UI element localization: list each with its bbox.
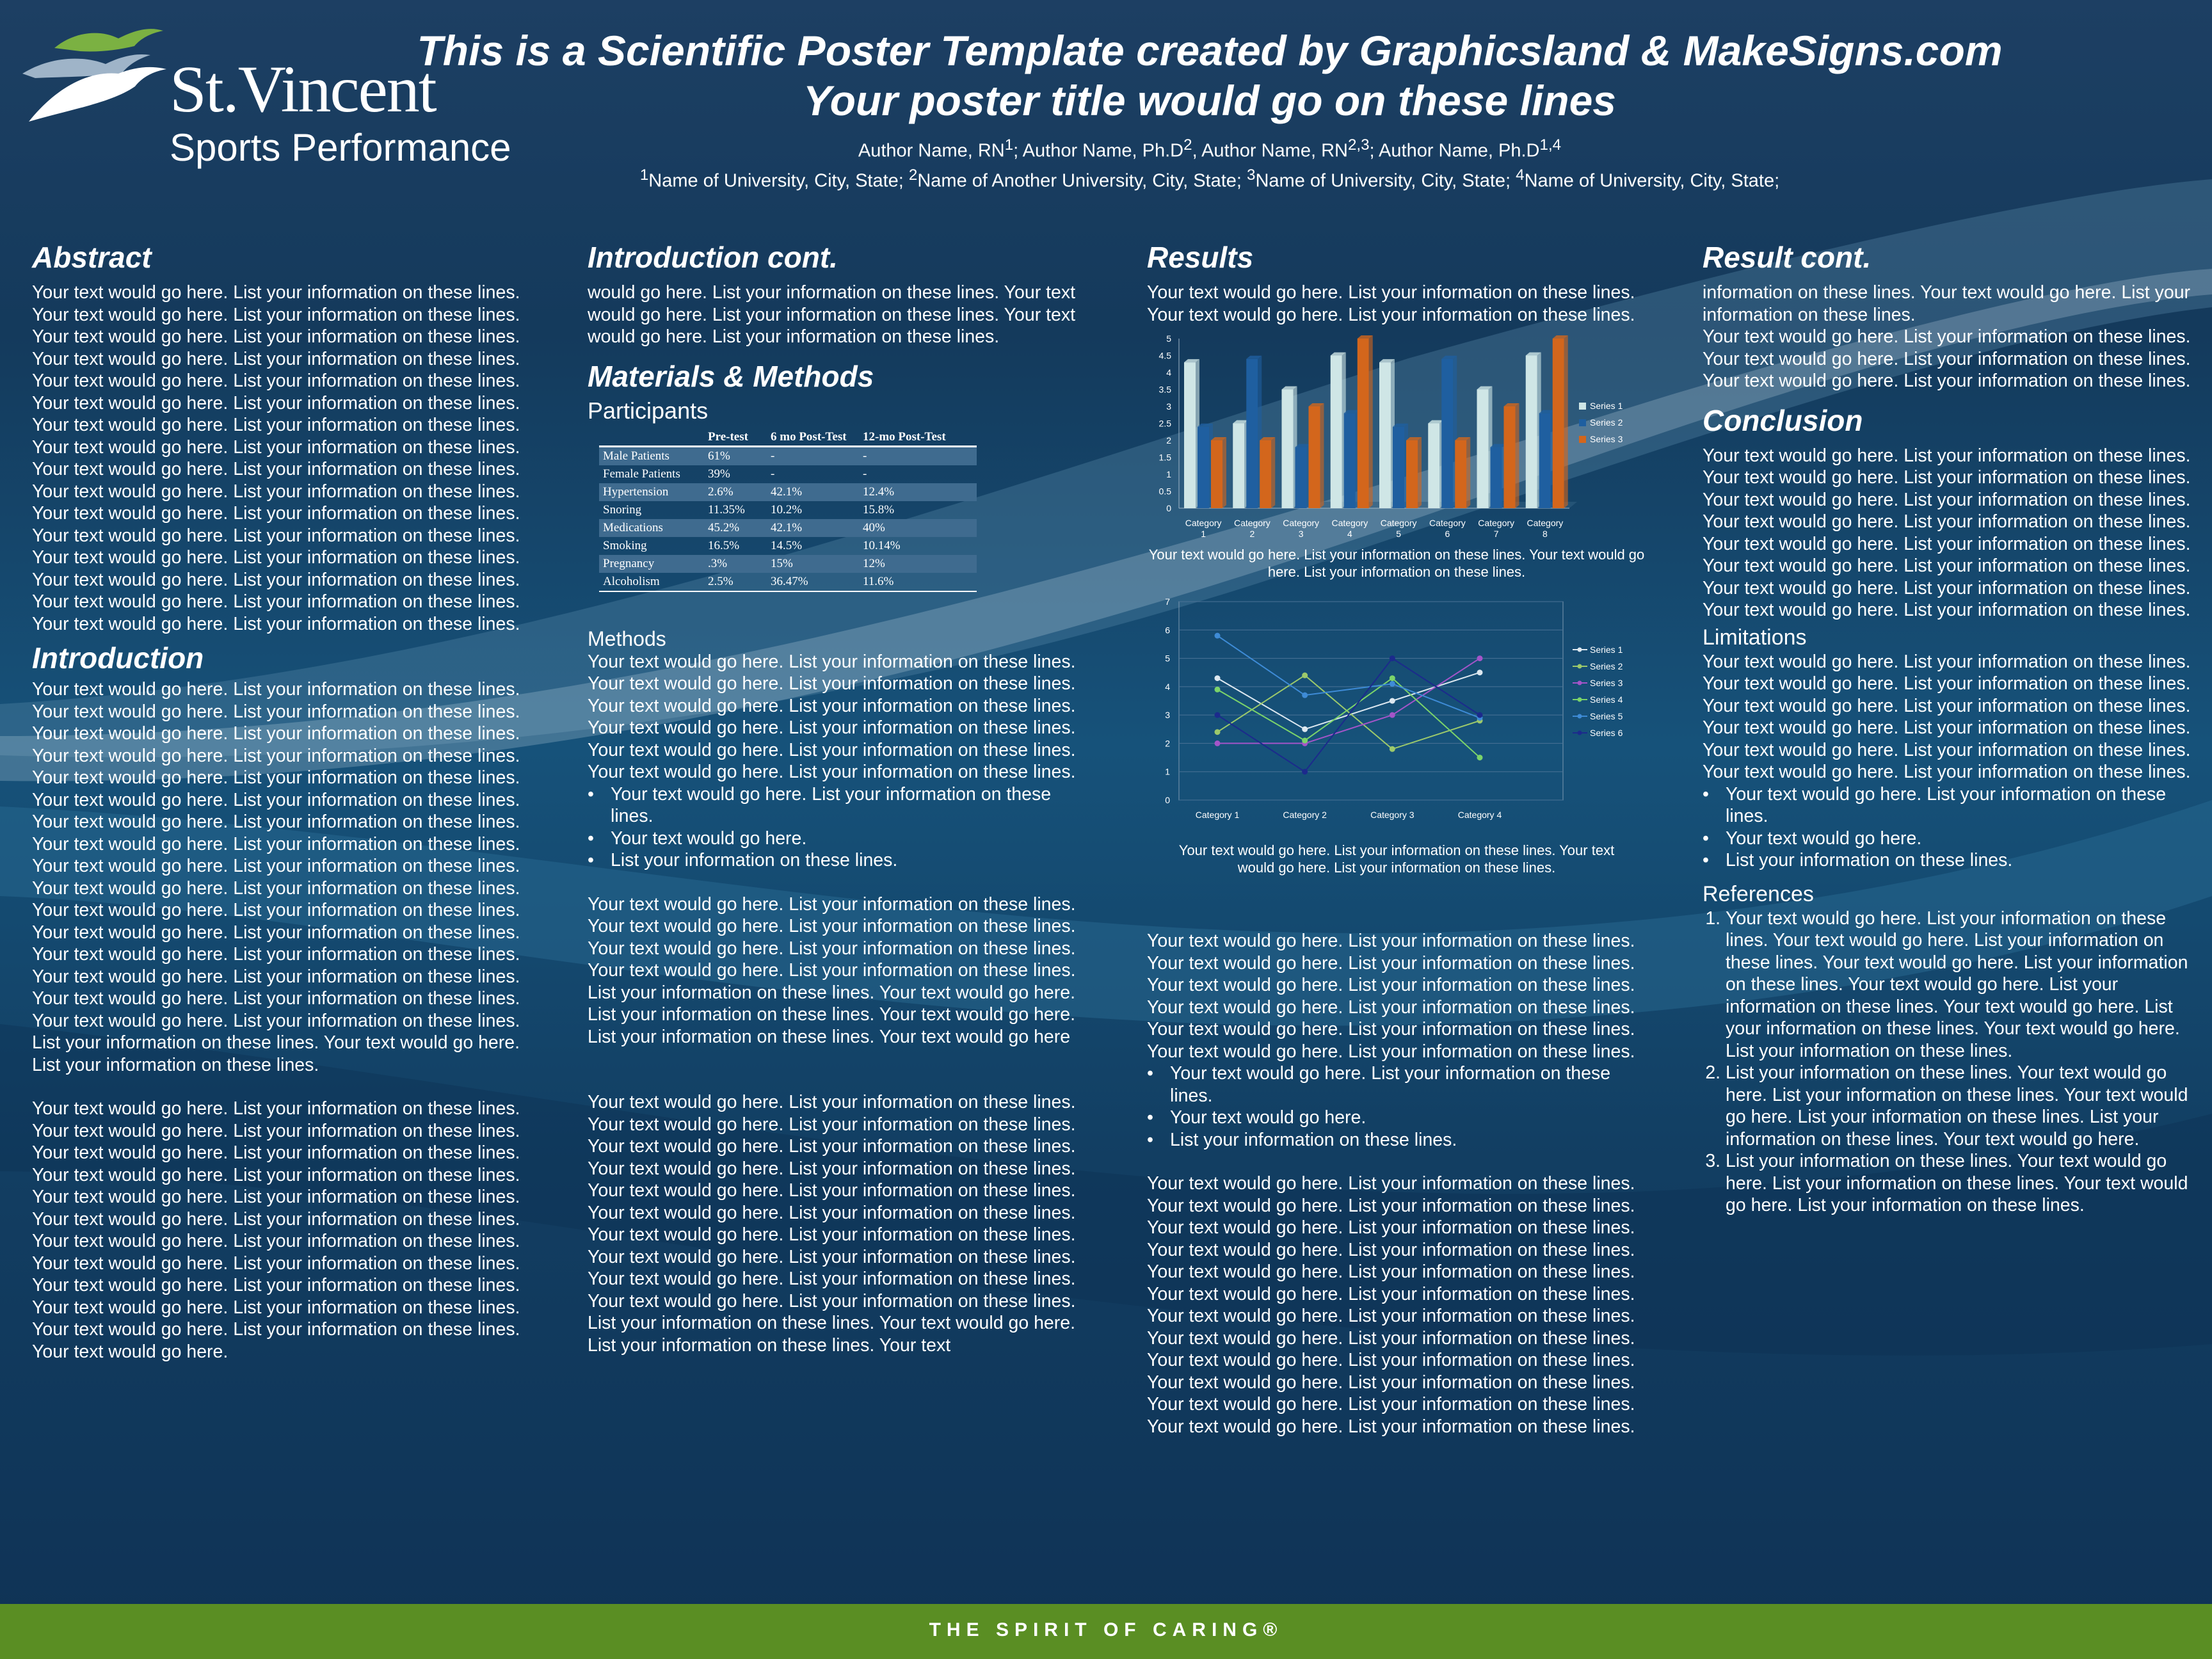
legend-marker [1578,648,1582,652]
data-point [1390,698,1395,704]
data-point [1302,738,1308,744]
data-point [1390,746,1395,752]
bar [1477,390,1489,509]
series-line [1217,636,1480,717]
methods-paragraph: Your text would go here. List your information on these lines. Your text would go here. List your information on these lines. Your text would go here. List your information on these lines. Your text would go here. List your information on these lines. List your information on these lines. Your text would go here. List your information on these lines. Your text [588,1224,1076,1356]
limitations-bullet-list [1703,783,2202,872]
x-tick-label: 7 [1493,529,1499,539]
abstract-paragraph: Your text would go here. List your information on these lines. Your text would go here. List your information on these lines. Your text would go here. List your information on these lines. Your text would go here. List your information on these lines. [32,459,520,546]
y-tick-label: 0.5 [1158,486,1171,497]
y-tick-label: 2 [1165,738,1170,749]
bar [1331,356,1342,509]
logo-name: St.Vincent [170,52,436,126]
result-cont-paragraph: Your text would go here. List your information on these lines. Your text would go here. List your information on these lines. Your text would go here. List your information on these lines. [1703,326,2191,391]
list-item: • Your text would go here. [611,828,1087,850]
bar [1504,406,1516,508]
bar [1406,440,1418,508]
y-tick-label: 1 [1165,766,1170,777]
introduction-paragraph: Your text would go here. List your information on these lines. Your text would go here. List your information on these lines. Your text would go here. List your information on these lines. Your text would go here. List your information on these lines. Your text would go here. List your information on these lines. Your text would go here. List your information on these lines. Your text would go here. List your information on these lines. Your text would go here. List your information on these lines. [32,1098,520,1274]
results-heading: Results [1147,241,1254,274]
dove-logo-icon [16,13,176,122]
data-point [1477,655,1483,661]
bar [1295,447,1307,508]
column-1 [32,237,531,1363]
legend-marker [1578,681,1582,685]
x-tick-label: Category [1233,518,1270,528]
list-item: • Your text would go here. [1170,1107,1646,1129]
methods-heading: Materials & Methods [588,359,874,393]
bar [1246,359,1258,508]
legend-swatch [1579,419,1586,426]
series-line [1217,673,1480,730]
footer-bar [0,1604,2212,1659]
y-tick-label: 1 [1166,469,1171,479]
table-row: Male Patients 61% - - [599,446,977,465]
results-paragraph: Your text would go here. List your information on these lines. Your text would go here. List your information on these lines. Your text would go here. List your information on these lines. Your text would go here. List your information on these lines. Your text would go here. List your information on these lines. Your text would go here. List your information on these lines. Your text would go here. List your information on these lines. Your text would go here. List your information on these lines. [1147,1173,1635,1349]
author-list: Author Name, $RN^1$; Author Name, $Ph.D^2$, Author Name, RN$^{2,3}$; Author Name, $Ph.D^{1,4}$ [858,136,1562,161]
legend-swatch [1579,436,1586,443]
table-row: Female Patients 39% - - [603,467,867,481]
y-tick-label: 4 [1165,681,1170,692]
y-tick-label: 3 [1166,401,1171,412]
x-tick-label: 2 [1249,529,1255,539]
poster-title-line1: This is a Scientific Poster Template created by Graphicsland & MakeSigns.com [417,27,2003,74]
x-tick-label: 8 [1542,529,1548,539]
legend-label: Series 4 [1590,694,1623,705]
legend-swatch [1579,403,1586,410]
column-2 [588,237,1087,1356]
legend-marker [1578,714,1582,719]
y-tick-label: 4 [1166,367,1171,378]
bar [1198,427,1209,508]
legend-label: Series 5 [1590,711,1623,721]
data-point [1477,755,1483,760]
table-row: Hypertension 2.6% 42.1% 12.4% [599,483,977,501]
bar [1260,440,1271,508]
results-line-chart [1147,586,1646,842]
introduction-paragraph: Your text would go here. List your information on these lines. Your text would go here. List your information on these lines. Your text would go here. List your information on these lines. Your text would go here. List your information on these lines. [32,856,520,943]
y-tick-label: 3 [1165,710,1170,721]
data-point [1390,681,1395,687]
legend-label: Series 2 [1590,417,1623,428]
bar [1309,406,1320,508]
x-tick-label: Category 3 [1370,810,1415,820]
reference-item: 3. List your information on these lines. Your text would go here. List your information on these lines. Your text would go here. List your information on these lines. [1726,1150,2202,1217]
introduction-paragraph: Your text would go here. List your information on these lines. Your text would go here. List your information on these lines. Your text would go here. List your information on these lines. Your text would go here. List your information on these lines. List your information on these lines. Your text would go here. List your information on these lines. [32,944,520,1075]
list-item: • List your information on these lines. [611,849,1087,872]
x-tick-label: Category [1380,518,1417,528]
y-tick-label: 7 [1165,597,1170,607]
x-tick-label: Category [1283,518,1320,528]
chart-caption: Your text would go here. List your information on these lines. Your text would go here. List your information on these lines. [1178,842,1615,876]
results-bar-chart [1147,326,1646,543]
table-row: Medications 45.2% 42.1% 40% [599,519,977,537]
bar [1344,413,1356,508]
methods-bullet-list [588,783,1087,872]
data-point [1215,687,1221,693]
limitations-paragraph: Your text would go here. List your information on these lines. Your text would go here. List your information on these lines. Your text would go here. List your information on these lines. Your text would go here. List your information on these lines. Your text would go here. List your information on these lines. Your text would go here. List your information on these lines. [1703,651,2191,782]
introduction-paragraph: Your text would go here. List your information on these lines. Your text would go here. List your information on these lines. Your text would go here. List your information on these lines. Your text would go here. List your information on these lines. Your text would go here. List your information on these lines. Your text would go here. List your information on these lines. Your text would go here. List your information on these lines. Your text would go here. List your information on these lines. [32,679,520,854]
abstract-paragraph: Your text would go here. List your information on these lines. Your text would go here. List your information on these lines. Your text would go here. List your information on these lines. Your text would go here. List your information on these lines. Your text would go here. List your information on these lines. Your text would go here. List your information on these lines. Your text would go here. List your information on these lines. Your text would go here. List your information on these lines. [32,282,520,458]
poster-header [0,0,2212,218]
list-item: • List your information on these lines. [1726,849,2202,872]
methods-paragraph: Your text would go here. List your information on these lines. Your text would go here. List your information on these lines. Your text would go here. List your information on these lines. Your text would go here. List your information on these lines. [588,1136,1076,1223]
data-point [1215,712,1221,718]
data-point [1302,769,1308,774]
data-point [1390,675,1395,681]
data-point [1215,675,1221,681]
bar-side [1320,403,1324,508]
x-tick-label: 6 [1445,529,1450,539]
bar [1211,440,1222,508]
data-point [1302,693,1308,698]
y-tick-label: 5 [1165,653,1170,664]
bar [1428,424,1439,509]
y-tick-label: 3.5 [1158,384,1171,395]
intro-cont-paragraph: would go here. List your information on these lines. Your text would go here. List your information on these lines. Your text would go here. List your information on these lines. [588,282,1076,347]
x-tick-label: Category [1185,518,1222,528]
list-item: • Your text would go here. List your information on these lines. [1726,783,2202,828]
bar-side [1466,437,1470,508]
results-bullet-list [1147,1062,1646,1151]
data-point [1390,655,1395,661]
abstract-paragraph: Your text would go here. List your information on these lines. Your text would go here. List your information on these lines. Your text would go here. List your information on these lines. Your text would go here. List your information on these lines. [32,547,520,634]
legend-label: Series 6 [1590,728,1623,738]
table-row: Smoking 16.5% 14.5% 10.14% [603,538,901,552]
logo-subtitle: Sports Performance [170,126,511,169]
bar [1233,424,1244,509]
table-header-row: Pre-test 6 mo Post-Test 12-mo Post-Test [599,429,977,447]
chart-caption: Your text would go here. List your information on these lines. Your text would go here. List your information on these lines. [1148,547,1645,580]
data-point [1215,633,1221,639]
list-item: • List your information on these lines. [1170,1129,1646,1151]
bar-side [1516,403,1519,508]
poster-title-line2: Your poster title would go on these lines [803,77,1616,124]
introduction-heading: Introduction [32,641,204,675]
results-paragraph: Your text would go here. List your information on these lines. Your text would go here. List your information on these lines. Your text would go here. List your information on these lines. Your text would go here. List your information on these lines. [1147,1350,1635,1437]
list-item: • Your text would go here. List your information on these lines. [611,783,1087,828]
y-tick-label: 0 [1165,795,1170,805]
bar-side [1271,437,1275,508]
results-paragraph: Your text would go here. List your information on these lines. Your text would go here. List your information on these lines. Your text would go here. List your information on these lines. Your text would go here. List your information on these lines. Your text would go here. List your information on these lines. Your text would go here. List your information on these lines. [1147,931,1635,1062]
x-tick-label: 5 [1396,529,1402,539]
x-tick-label: Category 2 [1283,810,1327,820]
y-tick-label: 0 [1166,503,1171,513]
data-point [1302,673,1308,678]
reference-item: 2. List your information on these lines. Your text would go here. List your information on these lines. Your text would go here. List your information on these lines. List your information on these lines. Your text would go here. [1726,1062,2202,1150]
table-row: Pregnancy .3% 15% 12% [599,555,977,573]
bar-side [1418,437,1422,508]
bar [1526,356,1537,509]
data-point [1215,741,1221,746]
y-tick-label: 6 [1165,625,1170,636]
column-3 [1147,237,1646,1438]
legend-marker [1578,664,1582,669]
table-row: Alcoholism 2.5% 36.47% 11.6% [599,573,977,591]
footer-tagline: THE SPIRIT OF CARING® [929,1619,1283,1640]
legend-marker [1578,731,1582,735]
legend-label: Series 1 [1590,645,1623,655]
results-paragraph: Your text would go here. List your information on these lines. Your text would go here. List your information on these lines. [1147,282,1635,325]
x-tick-label: Category [1527,518,1564,528]
bar [1184,362,1196,508]
introduction-paragraph: Your text would go here. List your information on these lines. Your text would go here. List your information on these lines. Your text would go here. List your information on these lines. Your text would go here. [32,1275,520,1362]
bar-side [1564,335,1568,508]
x-tick-label: Category [1429,518,1466,528]
list-item: • Your text would go here. List your information on these lines. [1170,1062,1646,1107]
data-point [1390,712,1395,718]
result-cont-heading: Result cont. [1703,241,1871,274]
bar-side [1369,335,1373,508]
participants-label: Participants [588,397,709,424]
x-tick-label: 3 [1298,529,1304,539]
table-row: Snoring 11.35% 10.2% 15.8% [603,502,895,517]
x-tick-label: 4 [1347,529,1352,539]
conclusion-heading: Conclusion [1703,403,1863,437]
bar [1358,339,1369,508]
x-tick-label: 1 [1201,529,1206,539]
legend-label: Series 1 [1590,401,1623,411]
participants-table [599,429,977,592]
bar [1282,390,1294,509]
methods-paragraph: Your text would go here. List your information on these lines. Your text would go here. List your information on these lines. [588,1092,1076,1135]
legend-marker [1578,698,1582,702]
abstract-heading: Abstract [32,241,152,274]
data-point [1477,712,1483,718]
methods-label: Methods [588,627,666,650]
methods-paragraph: Your text would go here. List your information on these lines. Your text would go here. List your information on these lines. Your text would go here. List your information on these lines. Your text would go here. List your information on these lines. Your text would go here. List your information on these lines. Your text would go here. List your information on these lines. [588,651,1076,782]
bar [1553,339,1564,508]
bar [1491,447,1502,508]
y-tick-label: 2 [1166,435,1171,445]
bar-side [1222,437,1226,508]
data-point [1477,669,1483,675]
x-tick-label: Category 4 [1457,810,1502,820]
references-label: References [1703,881,1814,906]
bar [1539,413,1551,508]
conclusion-paragraph: Your text would go here. List your information on these lines. Your text would go here. List your information on these lines. Your text would go here. List your information on these lines. Your text would go here. List your information on these lines. Your text would go here. List your information on these lines. Your text would go here. List your information on these lines. Your text would go here. List your information on these lines. Your text would go here. List your information on these lines. [1703,445,2191,620]
title-block [397,26,2023,193]
intro-cont-heading: Introduction cont. [588,241,838,274]
column-4 [1703,237,2202,1217]
legend-label: Series 3 [1590,434,1623,444]
result-cont-paragraph: information on these lines. Your text would go here. List your information on these lines. [1703,282,2191,325]
y-tick-label: 2.5 [1158,418,1171,429]
x-tick-label: Category [1331,518,1368,528]
methods-paragraph: Your text would go here. List your information on these lines. Your text would go here. List your information on these lines. Your text would go here. List your information on these lines. Your text would go here. List your information on these lines. List your information on these lines. Your text would go here. List your information on these lines. Your text would go here. List your information on these lines. Your text would go here [588,894,1076,1047]
bar [1379,362,1391,508]
affiliation-list: $^1$Name of University, City, State; $^2$Name of Another University, City, State; $^3$Name of University, City, State; $^4$Name of University, City, State; [639,166,1780,191]
y-tick-label: 1.5 [1158,452,1171,463]
bar [1455,440,1466,508]
x-tick-label: Category 1 [1195,810,1240,820]
list-item: • Your text would go here. [1726,828,2202,850]
y-tick-label: 5 [1166,333,1171,344]
data-point [1302,726,1308,732]
bar [1393,427,1404,508]
references-list [1703,908,2202,1217]
bar [1441,359,1453,508]
limitations-label: Limitations [1703,625,1807,650]
reference-item: 1. Your text would go here. List your information on these lines. Your text would go here. List your information on these lines. Your text would go here. List your information on these lines. Your text would go here. List your information on these lines. Your text would go here. List your information on these lines. Your text would go here. List your information on these lines. [1726,908,2202,1062]
data-point [1215,729,1221,735]
x-tick-label: Category [1478,518,1515,528]
y-tick-label: 4.5 [1158,350,1171,361]
legend-label: Series 3 [1590,678,1623,688]
legend-label: Series 2 [1590,661,1623,671]
